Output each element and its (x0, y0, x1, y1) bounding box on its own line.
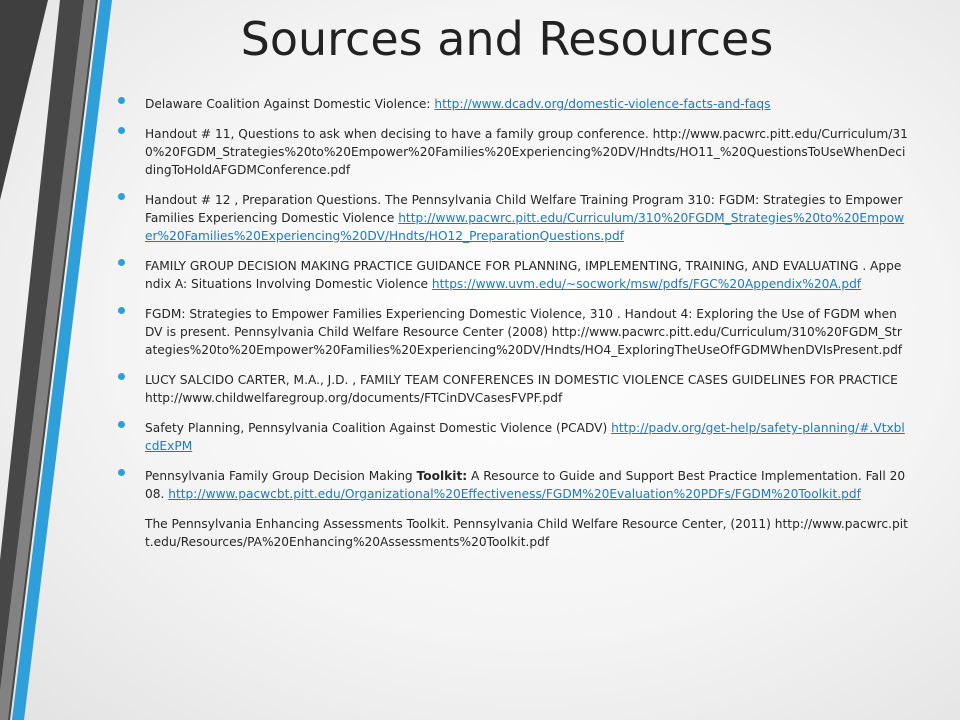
item-text-before: Pennsylvania Family Group Decision Making (145, 469, 417, 483)
item-text: Handout # 11, Questions to ask when decising to have a family group conference. http://www.pacwrc.pitt.edu/Curriculum/310%20FGDM_Strategies%20to%20Empower%20Families%20Experiencing%20DV/Hndts/HO11_%20QuestionsToUseWhenDecidingToHoldAFGDMConference.pdf (145, 127, 908, 177)
list-item (118, 419, 908, 455)
list-item (118, 305, 908, 359)
list-item (118, 371, 908, 407)
sources-list (118, 95, 908, 563)
list-item (118, 95, 908, 113)
item-text: A Resource to Guide and Support Best Practice Implementation. Fall 2008. (145, 469, 906, 501)
bullet-icon (118, 421, 125, 428)
list-item (118, 191, 908, 245)
item-text: Handout # 12 , Preparation Questions. The Pennsylvania Child Welfare Training Program 310: FGDM: Strategies to Empower Families Experiencing Domestic Violence (145, 193, 903, 225)
item-text: Safety Planning, Pennsylvania Coalition Against Domestic Violence (PCADV) (145, 421, 612, 435)
item-link[interactable]: http://www.dcadv.org/domestic-violence-facts-and-faqs (434, 97, 771, 111)
slide-title: Sources and Resources (240, 12, 774, 66)
bullet-icon (118, 259, 125, 266)
list-item (118, 467, 908, 503)
bullet-icon (118, 97, 125, 104)
item-link[interactable]: http://www.pacwrc.pitt.edu/Curriculum/310%20FGDM_Strategies%20to%20Empower%20Families%20Experiencing%20DV/Hndts/HO12_PreparationQuestions.pdf (145, 211, 905, 243)
bullet-icon (118, 373, 125, 380)
list-item (118, 125, 908, 179)
bullet-icon (118, 469, 125, 476)
bullet-icon (118, 307, 125, 314)
item-link[interactable]: http://padv.org/get-help/safety-planning/#.VtxblcdExPM (145, 421, 905, 453)
bullet-icon (118, 193, 125, 200)
item-link[interactable]: https://www.uvm.edu/~socwork/msw/pdfs/FGC%20Appendix%20A.pdf (431, 277, 862, 291)
item-link[interactable]: http://www.pacwcbt.pitt.edu/Organizational%20Effectiveness/FGDM%20Evaluation%20PDFs/FGDM%20Toolkit.pdf (168, 487, 861, 501)
item-bold-text: Toolkit: (416, 469, 468, 483)
item-text: Delaware Coalition Against Domestic Violence: (145, 97, 435, 111)
item-text: LUCY SALCIDO CARTER, M.A., J.D. , FAMILY TEAM CONFERENCES IN DOMESTIC VIOLENCE CASES GUIDELINES FOR PRACTICE http://www.childwelfaregroup.org/documents/FTCinDVCasesFVPF.pdf (145, 373, 898, 405)
bullet-icon (118, 127, 125, 134)
item-text: FAMILY GROUP DECISION MAKING PRACTICE GUIDANCE FOR PLANNING, IMPLEMENTING, TRAINING, AND EVALUATING . Appendix A: Situations Involving Domestic Violence (145, 259, 902, 291)
list-item (118, 257, 908, 293)
item-text: The Pennsylvania Enhancing Assessments Toolkit. Pennsylvania Child Welfare Resource Center, (2011) http://www.pacwrc.pitt.edu/Resources/PA%20Enhancing%20Assessments%20Toolkit.pdf (145, 517, 908, 549)
item-text: FGDM: Strategies to Empower Families Experiencing Domestic Violence, 310 . Handout 4: Exploring the Use of FGDM when DV is present. Pennsylvania Child Welfare Resource Center (2008) http://www.pacwrc.pitt.edu/Curriculum/310%20FGDM_Strategies%20to%20Empower%20Families%20Experiencing%20DV/Hndts/HO4_ExploringTheUseOfFGDMWhenDVIsPresent.pdf (145, 307, 903, 357)
list-item (118, 515, 908, 551)
